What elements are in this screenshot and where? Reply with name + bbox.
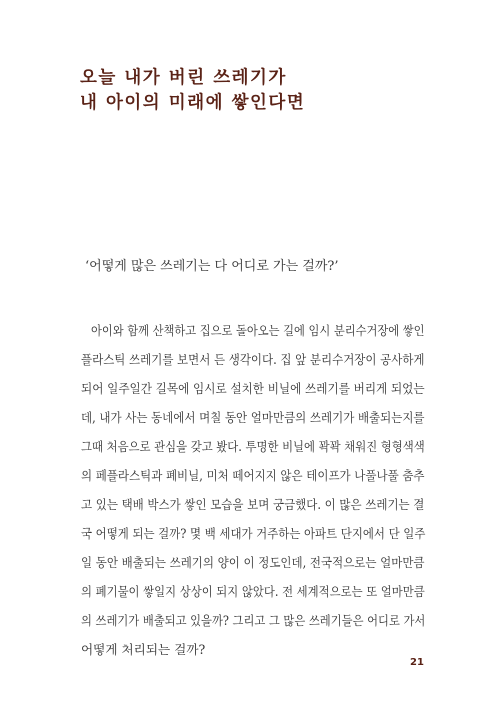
paragraph-line: 아이와 함께 산책하고 집으로 돌아오는 길에 임시 분리수거장에 쌓인: [91, 323, 425, 338]
paragraph-line: 데, 내가 사는 동네에서 며칠 동안 얼마만큼의 쓰레기가 배출되는지를: [81, 410, 425, 425]
paragraph-line: 의 페플라스틱과 폐비닐, 미처 떼어지지 않은 테이프가 나풀나풀 춤추: [81, 468, 425, 483]
paragraph-line: 의 쓰레기가 배출되고 있을까? 그리고 그 많은 쓰레기들은 어디로 가서: [81, 613, 426, 628]
paragraph-line: 어떻게 처리되는 걸까?: [81, 642, 206, 657]
paragraph-line: 국 어떻게 되는 걸까? 몇 백 세대가 거주하는 아파트 단지에서 단 일주: [81, 526, 426, 541]
chapter-title-line-2: 내 아이의 미래에 쌓인다면: [80, 93, 306, 113]
chapter-title-line-1: 오늘 내가 버린 쓰레기가: [80, 68, 287, 88]
paragraph-line: 일 동안 배출되는 쓰레기의 양이 이 정도인데, 전국적으로는 얼마만큼: [81, 555, 425, 570]
body-paragraph: [81, 316, 425, 664]
paragraph-line: 플라스틱 쓰레기를 보면서 든 생각이다. 집 앞 분리수거장이 공사하게: [81, 352, 425, 367]
page-number: 21: [410, 657, 424, 668]
paragraph-line: 그때 처음으로 관심을 갖고 봤다. 투명한 비닐에 꽉꽉 채워진 형형색색: [81, 439, 425, 454]
paragraph-line: 되어 일주일간 길목에 임시로 설치한 비닐에 쓰레기를 버리게 되었는: [81, 381, 425, 396]
paragraph-line: 고 있는 택배 박스가 쌓인 모습을 보며 궁금했다. 이 많은 쓰레기는 결: [81, 497, 425, 512]
chapter-title: [80, 66, 305, 116]
paragraph-line: 의 폐기물이 쌓일지 상상이 되지 않았다. 전 세계적으로는 또 얼마만큼: [81, 584, 425, 599]
opening-quote: ‘어떻게 많은 쓰레기는 다 어디로 가는 걸까?’: [85, 259, 339, 274]
